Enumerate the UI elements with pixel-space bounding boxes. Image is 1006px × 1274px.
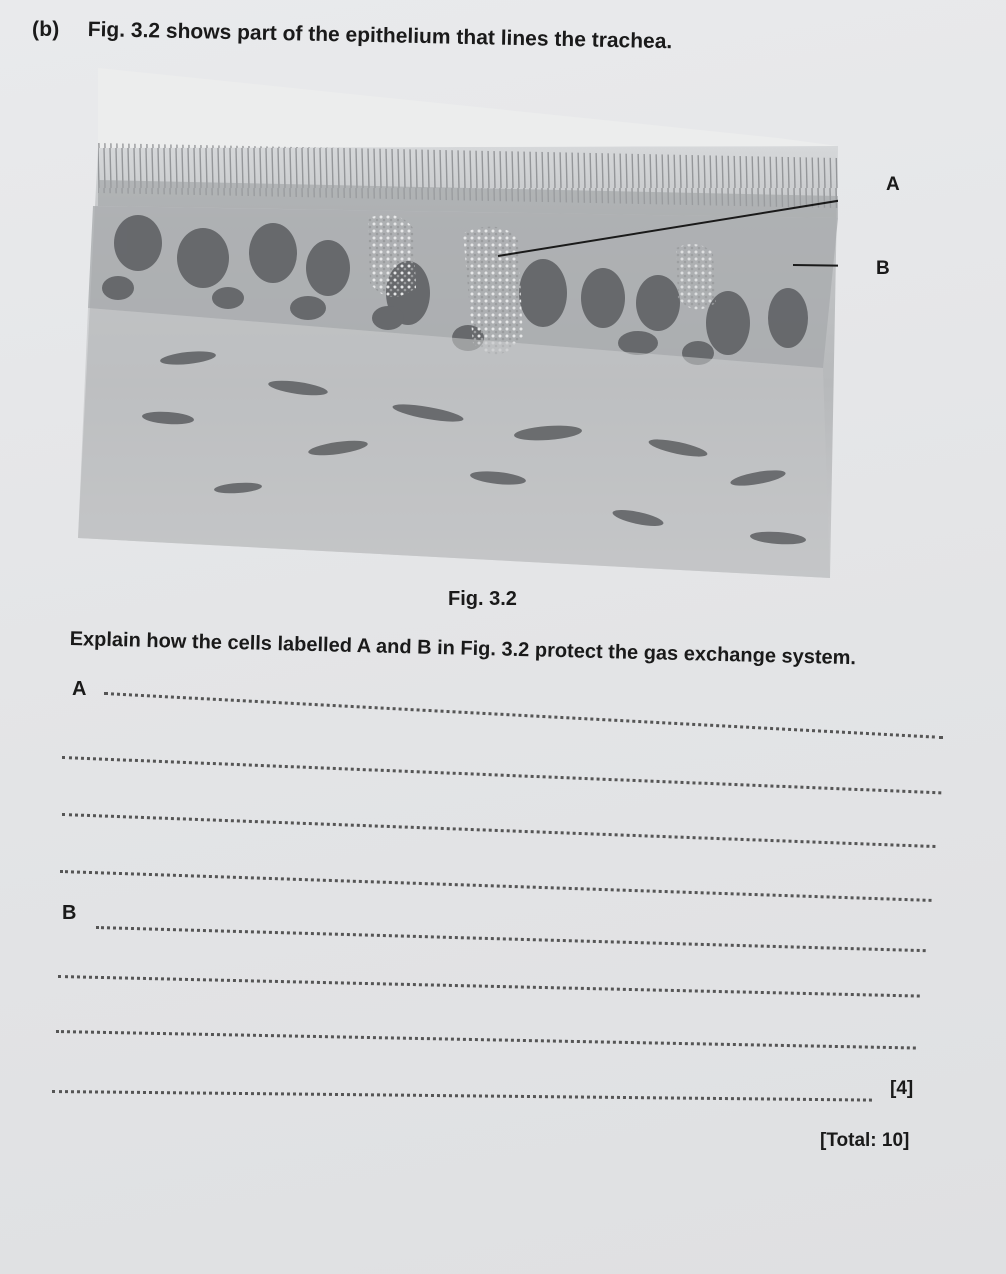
answer-label-a: A: [72, 678, 87, 700]
figure-caption: Fig. 3.2: [448, 588, 517, 610]
figure-label-a: A: [886, 174, 900, 195]
answer-line-a-2[interactable]: [62, 756, 941, 794]
marks-indicator: [4]: [890, 1078, 914, 1099]
question-stem: Fig. 3.2 shows part of the epithelium that lines the trachea.: [87, 18, 673, 54]
micrograph-figure: [78, 68, 900, 588]
label-b-line: [793, 265, 838, 266]
answer-label-b: B: [62, 902, 77, 924]
answer-line-b-3[interactable]: [56, 1030, 916, 1050]
answer-line-b-1[interactable]: [96, 926, 926, 952]
trachea-epithelium-micrograph: [78, 68, 838, 588]
figure-label-b: B: [876, 258, 890, 279]
question-prompt: Explain how the cells labelled A and B in Fig. 3.2 protect the gas exchange system.: [69, 628, 857, 670]
answer-line-b-2[interactable]: [58, 975, 920, 998]
answer-line-a-4[interactable]: [60, 870, 932, 902]
answer-line-a-3[interactable]: [62, 813, 936, 848]
goblet-cell: [368, 215, 416, 297]
total-marks: [Total: 10]: [820, 1130, 910, 1151]
answer-line-b-4[interactable]: [52, 1090, 872, 1102]
question-part-label: (b): [32, 18, 60, 41]
answer-line-a-1[interactable]: [104, 692, 943, 739]
